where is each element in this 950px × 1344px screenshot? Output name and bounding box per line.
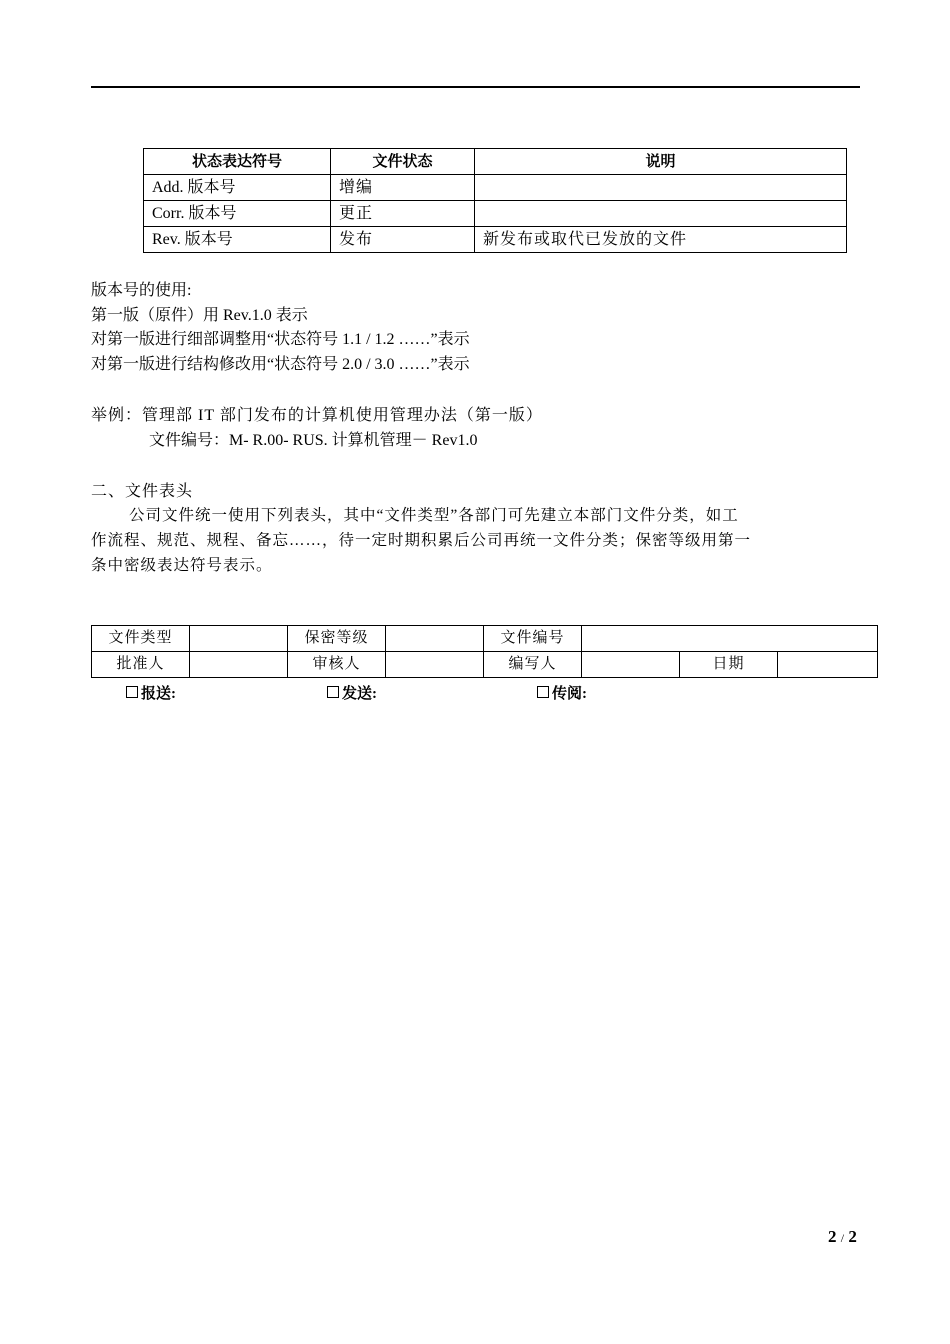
checkbox-icon[interactable]: [537, 686, 549, 698]
table-row: [144, 201, 847, 227]
value-document-type: [190, 626, 288, 652]
version-usage-title: 版本号的使用:: [91, 282, 192, 299]
table-cell: Add. 版本号: [144, 175, 331, 201]
checkbox-icon[interactable]: [327, 686, 339, 698]
table-cell: 更正: [331, 201, 475, 227]
version-usage-line: 对第一版进行细部调整用“状态符号 1.1 / 1.2 ……”表示: [91, 331, 470, 348]
table-row: [92, 652, 878, 678]
table-cell: Corr. 版本号: [144, 201, 331, 227]
document-header-table: [91, 625, 878, 678]
distribution-report: [126, 682, 176, 703]
label-confidentiality: 保密等级: [288, 626, 386, 652]
status-symbol-table: [143, 148, 847, 253]
distribution-send: [327, 682, 377, 703]
value-confidentiality: [386, 626, 484, 652]
value-author: [582, 652, 680, 678]
table-cell: Rev. 版本号: [144, 227, 331, 253]
section-paragraph-line: 公司文件统一使用下列表头，其中“文件类型”各部门可先建立本部门文件分类，如工: [129, 507, 739, 524]
label-reviewer: 审核人: [288, 652, 386, 678]
table-cell: 新发布或取代已发放的文件: [475, 227, 847, 253]
version-usage-line: 第一版（原件）用 Rev.1.0 表示: [91, 307, 308, 324]
label-date: 日期: [680, 652, 778, 678]
distribution-circulate: [537, 682, 587, 703]
table-cell: [475, 175, 847, 201]
label-approver: 批准人: [92, 652, 190, 678]
table-row: [144, 227, 847, 253]
version-usage-line: 对第一版进行结构修改用“状态符号 2.0 / 3.0 ……”表示: [91, 356, 470, 373]
page-number-total: 2: [848, 1227, 857, 1246]
page-number-separator: /: [840, 1231, 845, 1245]
value-date: [778, 652, 878, 678]
table-row: [144, 175, 847, 201]
section-paragraph-line: 条中密级表达符号表示。: [91, 557, 273, 574]
value-reviewer: [386, 652, 484, 678]
column-header-description: 说明: [475, 149, 847, 175]
label-author: 编写人: [484, 652, 582, 678]
table-cell: 发布: [331, 227, 475, 253]
column-header-status: 文件状态: [331, 149, 475, 175]
table-cell: 增编: [331, 175, 475, 201]
section-paragraph-line: 作流程、规范、规程、备忘……，待一定时期积累后公司再统一文件分类；保密等级用第一: [91, 532, 752, 549]
example-document-number: 文件编号：M- R.00- RUS. 计算机管理－ Rev1.0: [149, 432, 478, 449]
label-document-number: 文件编号: [484, 626, 582, 652]
page-number-current: 2: [828, 1227, 837, 1246]
distribution-send-label: 发送:: [342, 686, 377, 702]
top-rule: [91, 86, 860, 88]
label-document-type: 文件类型: [92, 626, 190, 652]
table-header-row: [144, 149, 847, 175]
distribution-report-label: 报送:: [141, 686, 176, 702]
table-cell: [475, 201, 847, 227]
value-approver: [190, 652, 288, 678]
example-line: 举例：管理部 IT 部门发布的计算机使用管理办法（第一版）: [91, 407, 543, 424]
column-header-symbol: 状态表达符号: [144, 149, 331, 175]
checkbox-icon[interactable]: [126, 686, 138, 698]
page-number: [828, 1227, 857, 1247]
table-row: [92, 626, 878, 652]
section-heading: 二、文件表头: [91, 483, 194, 500]
distribution-circulate-label: 传阅:: [552, 686, 587, 702]
value-document-number: [582, 626, 878, 652]
